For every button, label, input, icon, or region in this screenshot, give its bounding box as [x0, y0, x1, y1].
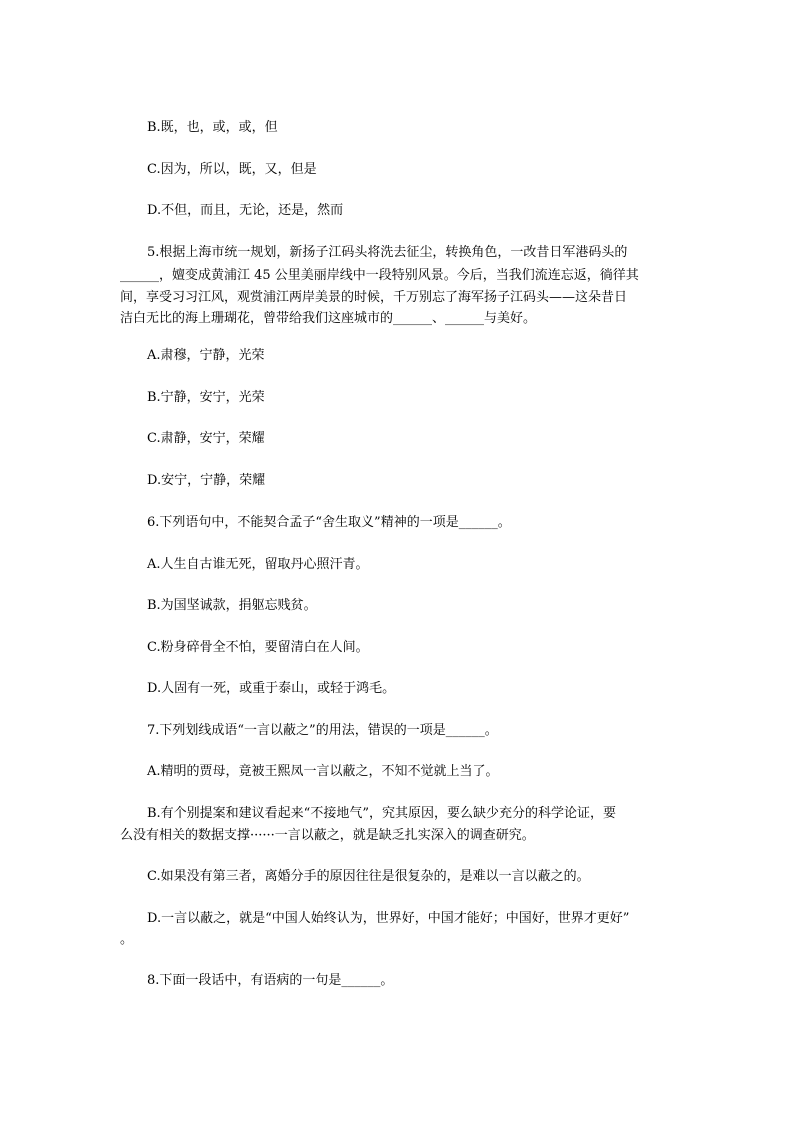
q6-option-a: A.人生自古谁无死，留取丹心照汗青。: [147, 557, 369, 572]
q4-option-b: B.既，也，或，或，但: [147, 120, 278, 135]
q7-option-b-line-2: 么没有相关的数据支撑······一言以蔽之，就是缺乏扎实深入的调查研究。: [120, 828, 535, 843]
q7-option-d-line-1: D.一言以蔽之，就是“中国人始终认为，世界好，中国才能好；中国好，世界才更好”: [147, 911, 630, 926]
q4-option-c: C.因为，所以，既，又，但是: [147, 162, 317, 177]
q5-stem-line-4: 洁白无比的海上珊瑚花，曾带给我们这座城市的______、______与美好。: [120, 311, 537, 326]
q7-stem: 7.下列划线成语“一言以蔽之”的用法，错误的一项是______。: [147, 723, 498, 738]
q5-stem-line-3: 间，享受习习江风，观赏浦江两岸美景的时候，千万别忘了海军扬子江码头——这朵昔日: [120, 290, 628, 305]
q5-option-c: C.肃静，安宁，荣耀: [147, 431, 265, 446]
q5-stem-line-2: ______，嬗变成黄浦江 45 公里美丽岸线中一段特别风景。今后，当我们流连忘返，徜徉其: [120, 268, 639, 283]
q5-option-a: A.肃穆，宁静，光荣: [147, 348, 265, 363]
q7-option-c: C.如果没有第三者，离婚分手的原因往往是很复杂的，是难以一言以蔽之的。: [147, 869, 590, 884]
q4-option-d: D.不但，而且，无论，还是，然而: [147, 203, 344, 218]
q5-option-b: B.宁静，安宁，光荣: [147, 390, 265, 405]
q5-option-d: D.安宁，宁静，荣耀: [147, 473, 266, 488]
q5-stem-line-1: 5.根据上海市统一规划，新扬子江码头将洗去征尘，转换角色，一改昔日军港码头的: [147, 245, 628, 260]
q8-stem: 8.下面一段话中，有语病的一句是______。: [147, 973, 394, 988]
q6-option-d: D.人固有一死，或重于泰山，或轻于鸿毛。: [147, 681, 396, 696]
q7-option-a: A.精明的贾母，竟被王熙凤一言以蔽之，不知不觉就上当了。: [147, 764, 499, 779]
q7-option-d-line-2: 。: [120, 932, 134, 947]
q6-option-c: C.粉身碎骨全不怕，要留清白在人间。: [147, 640, 369, 655]
q7-option-b-line-1: B.有个别提案和建议看起来“不接地气”，究其原因，要么缺少充分的科学论证，要: [147, 806, 616, 821]
q6-option-b: B.为国坚诚款，捐躯忘贱贫。: [147, 598, 317, 613]
q6-stem: 6.下列语句中，不能契合孟子“舍生取义”精神的一项是______。: [147, 515, 511, 530]
